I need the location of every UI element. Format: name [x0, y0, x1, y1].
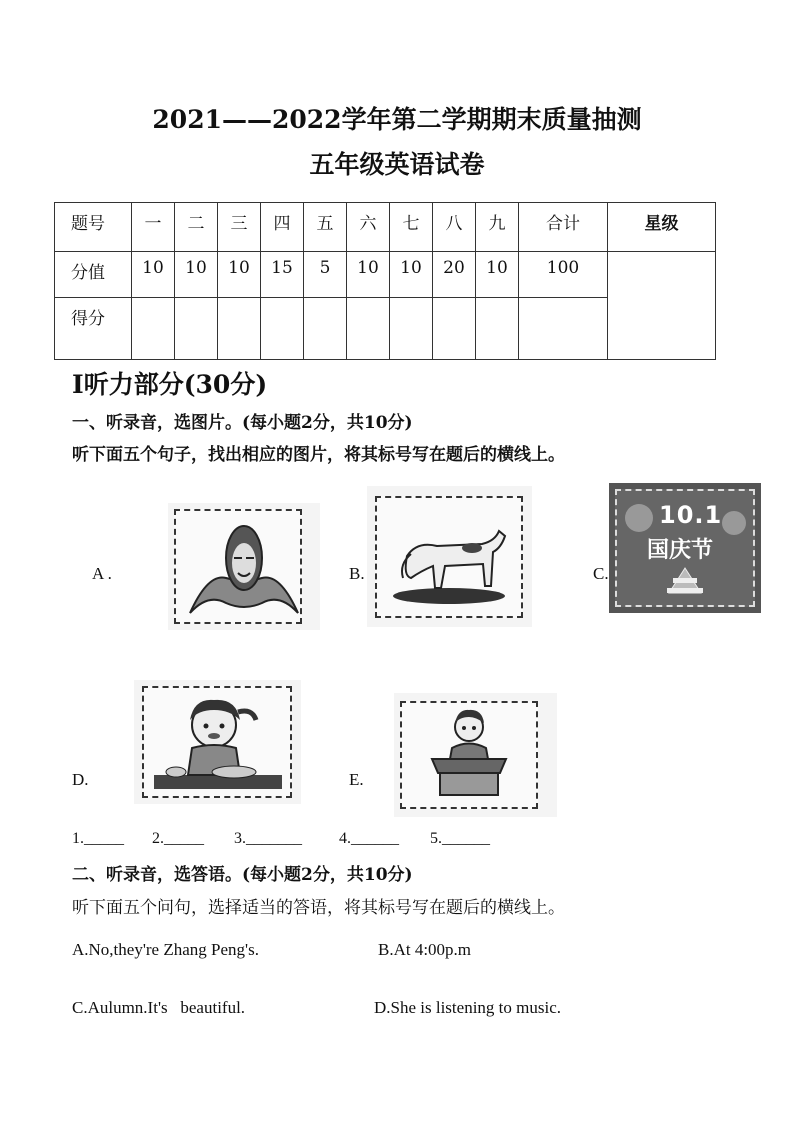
table-cell: 一	[132, 203, 175, 252]
score-input-cell[interactable]	[261, 298, 304, 360]
picture-b	[367, 486, 532, 627]
part2-title: 二、听录音，选答语。(每小题2分，共10分)	[72, 865, 413, 885]
table-cell: 10	[476, 252, 519, 298]
picture-e	[394, 693, 557, 817]
answer-blank-4[interactable]: 4.______	[339, 830, 399, 847]
table-cell: 四	[261, 203, 304, 252]
option-d: D.She is listening to music.	[374, 998, 561, 1017]
picture-label-b: B.	[349, 564, 365, 583]
answer-blank-1[interactable]: 1._____	[72, 830, 124, 847]
table-row	[55, 252, 716, 298]
score-input-cell[interactable]	[519, 298, 608, 360]
part2-instruction: 听下面五个问句，选择适当的答语，将其标号写在题后的横线上。	[72, 898, 565, 918]
option-b: B.At 4:00p.m	[378, 940, 472, 959]
option-c: C.Aulumn.It's beautiful.	[72, 998, 246, 1017]
table-row	[55, 203, 716, 252]
picture-label-c: C.	[593, 564, 609, 583]
picture-label-a: A .	[92, 564, 112, 583]
table-cell: 10	[347, 252, 390, 298]
picture-a	[168, 503, 320, 630]
answer-blank-3[interactable]: 3._______	[234, 830, 302, 847]
girl-eating-icon	[134, 680, 301, 804]
table-cell: 五	[304, 203, 347, 252]
table-cell: 20	[433, 252, 476, 298]
table-cell: 得分	[55, 298, 132, 360]
score-input-cell[interactable]	[132, 298, 175, 360]
picture-d	[134, 680, 301, 804]
table-cell: 分值	[55, 252, 132, 298]
table-cell: 六	[347, 203, 390, 252]
answer-blank-2[interactable]: 2._____	[152, 830, 204, 847]
score-input-cell[interactable]	[390, 298, 433, 360]
answer-blank-5[interactable]: 5.______	[430, 830, 490, 847]
score-input-cell[interactable]	[218, 298, 261, 360]
table-cell: 二	[175, 203, 218, 252]
picture-c	[609, 483, 761, 613]
table-cell: 10	[175, 252, 218, 298]
boy-at-desk-icon	[394, 693, 557, 817]
title-line-1: 2021——2022学年第二学期期末质量抽测	[152, 105, 642, 134]
table-cell: 15	[261, 252, 304, 298]
table-cell: 10	[218, 252, 261, 298]
table-cell: 题号	[55, 203, 132, 252]
part1-title: 一、听录音，选图片。(每小题2分，共10分)	[72, 413, 413, 433]
option-a: A.No,they're Zhang Peng's.	[72, 940, 259, 959]
score-table	[54, 202, 716, 360]
title-line-2: 五年级英语试卷	[309, 150, 485, 179]
table-cell: 100	[519, 252, 608, 298]
score-input-cell[interactable]	[304, 298, 347, 360]
table-cell: 10	[390, 252, 433, 298]
table-cell: 10	[132, 252, 175, 298]
picture-label-e: E.	[349, 770, 364, 789]
table-cell: 九	[476, 203, 519, 252]
peking-opera-mask-icon	[168, 503, 320, 630]
score-input-cell[interactable]	[433, 298, 476, 360]
section-heading: I听力部分(30分)	[72, 370, 268, 399]
national-day-date: 10.1	[659, 501, 723, 529]
table-cell: 七	[390, 203, 433, 252]
star-level-cell[interactable]	[608, 252, 716, 360]
score-input-cell[interactable]	[347, 298, 390, 360]
table-cell: 5	[304, 252, 347, 298]
score-input-cell[interactable]	[476, 298, 519, 360]
score-input-cell[interactable]	[175, 298, 218, 360]
table-cell: 合计	[519, 203, 608, 252]
table-cell: 星级	[608, 203, 716, 252]
national-day-caption: 国庆节	[647, 538, 714, 563]
dog-icon	[367, 486, 532, 627]
table-cell: 八	[433, 203, 476, 252]
part1-instruction: 听下面五个句子，找出相应的图片，将其标号写在题后的横线上。	[72, 445, 565, 465]
table-cell: 三	[218, 203, 261, 252]
picture-label-d: D.	[72, 770, 89, 789]
